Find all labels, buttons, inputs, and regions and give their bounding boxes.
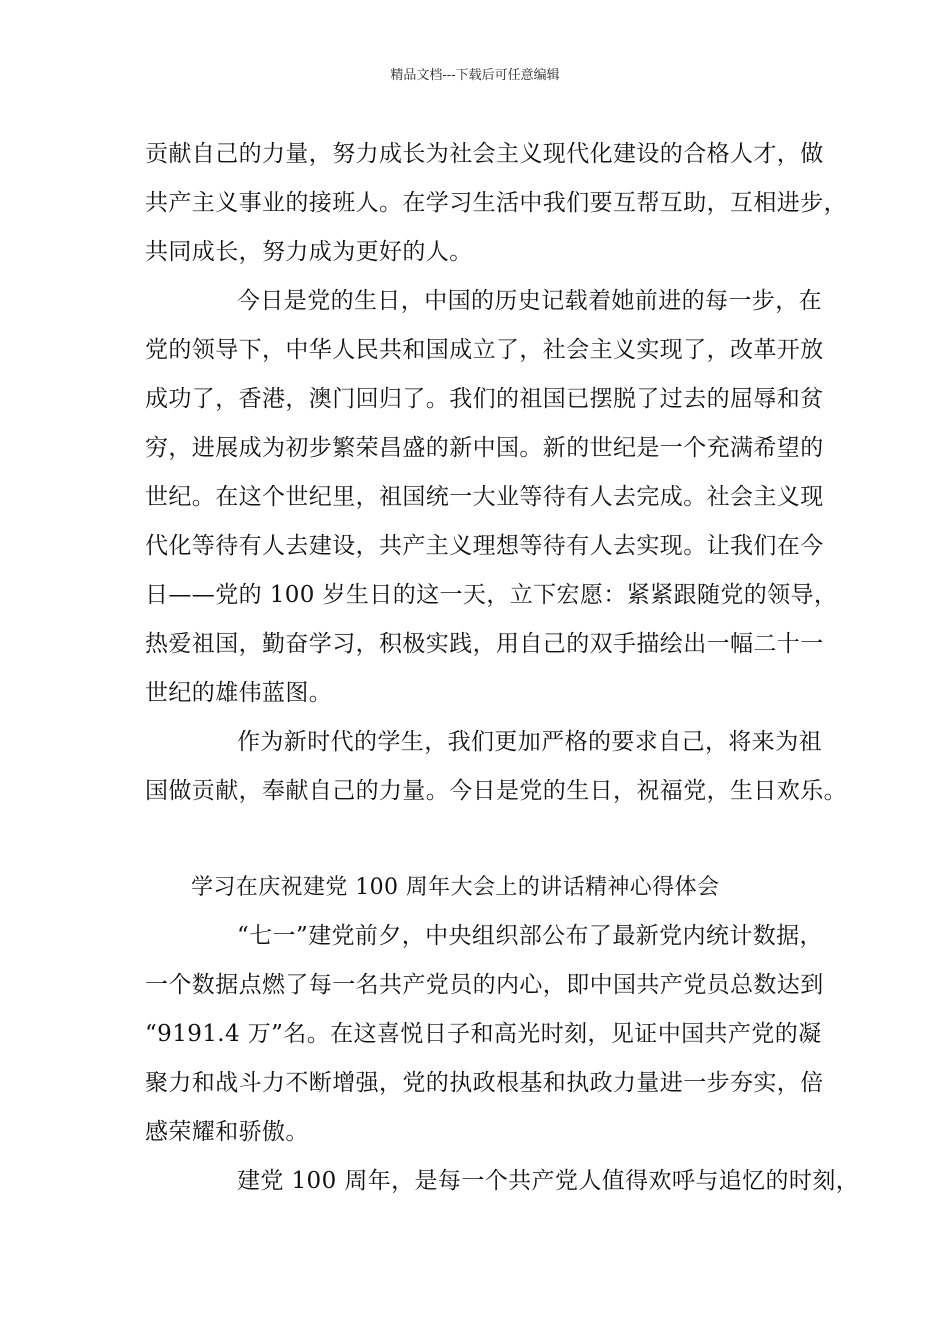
text-line: 日——党的 100 岁生日的这一天，立下宏愿：紧紧跟随党的领导， (145, 582, 838, 608)
paragraph (145, 912, 825, 1157)
text-line: 共产主义事业的接班人。在学习生活中我们要互帮互助，互相进步， (145, 190, 847, 216)
text-line: 聚力和战斗力不断增强，党的执政根基和执政力量进一步夯实，倍 (145, 1070, 824, 1096)
text-line: “七一”建党前夕，中央组织部公布了最新党内统计数据， (237, 923, 823, 949)
text-line: 国做贡献，奉献自己的力量。今日是党的生日，祝福党，生日欢乐。 (145, 778, 847, 804)
paragraph (145, 130, 847, 277)
text-line: 作为新时代的学生，我们更加严格的要求自己，将来为祖 (237, 729, 822, 755)
text-line: 贡献自己的力量，努力成长为社会主义现代化建设的合格人才，做 (145, 141, 824, 167)
text-line: 今日是党的生日，中国的历史记载着她前进的每一步，在 (237, 288, 822, 314)
paragraph (145, 1157, 860, 1206)
text-line: 成功了，香港，澳门回归了。我们的祖国已摆脱了过去的屈辱和贫 (145, 386, 824, 412)
blank-space (145, 816, 825, 863)
text-line: 世纪的雄伟蓝图。 (145, 680, 333, 706)
page-header: 精品文档---下载后可任意编辑 (390, 68, 560, 83)
text-line: 感荣耀和骄傲。 (145, 1119, 309, 1145)
paragraph (145, 277, 838, 718)
text-line: 党的领导下，中华人民共和国成立了，社会主义实现了，改革开放 (145, 337, 824, 363)
paragraph (145, 718, 847, 816)
text-line: 代化等待有人去建设，共产主义理想等待有人去实现。让我们在今 (145, 533, 824, 559)
document-body (145, 130, 860, 1206)
text-line: 一个数据点燃了每一名共产党员的内心，即中国共产党员总数达到 (145, 972, 824, 998)
text-line: “9191.4 万”名。在这喜悦日子和高光时刻，见证中国共产党的凝 (145, 1021, 822, 1047)
text-line: 建党 100 周年，是每一个共产党人值得欢呼与追忆的时刻， (237, 1168, 860, 1194)
text-line: 共同成长，努力成为更好的人。 (145, 239, 473, 265)
text-line: 世纪。在这个世纪里，祖国统一大业等待有人去完成。社会主义现 (145, 484, 824, 510)
text-line: 穷，进展成为初步繁荣昌盛的新中国。新的世纪是一个充满希望的 (145, 435, 824, 461)
text-line: 热爱祖国，勤奋学习，积极实践，用自己的双手描绘出一幅二十一 (145, 631, 824, 657)
section-title: 学习在庆祝建党 100 周年大会上的讲话精神心得体会 (191, 875, 720, 900)
